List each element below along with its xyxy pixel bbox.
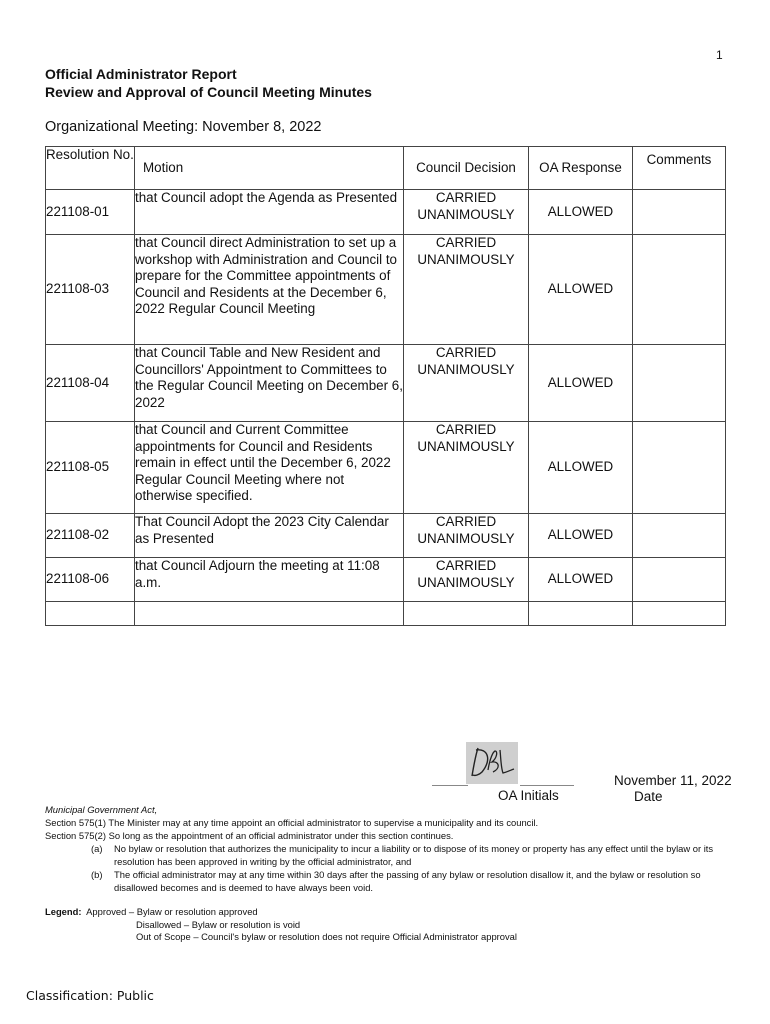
report-title: Official Administrator Report [45,66,237,82]
council-decision: CARRIED UNANIMOUSLY [404,190,529,235]
decision-header: Council Decision [404,147,529,190]
legend-label: Legend: [45,906,82,917]
resolution-number: 221108-02 [46,514,135,558]
legend-approved: Approved – Bylaw or resolution approved [86,906,258,917]
table-row [46,422,726,514]
motion-header: Motion [135,147,404,190]
clause-b-label: (b) [91,869,103,880]
clause-a-text: No bylaw or resolution that authorizes the municipality to incur a liability or to dispose of its money or property has any effect until the bylaw or its resolution has been approved in writing by the official administrator, and [114,843,714,867]
comments-cell [633,514,726,558]
council-decision: CARRIED UNANIMOUSLY [404,558,529,602]
comments-cell [633,190,726,235]
council-decision: CARRIED UNANIMOUSLY [404,514,529,558]
resolution-number: 221108-04 [46,345,135,422]
resolution-header: Resolution No. [46,147,135,190]
empty-cell [46,602,135,626]
council-decision: CARRIED UNANIMOUSLY [404,345,529,422]
comments-cell [633,422,726,514]
municipal-government-act-excerpt [45,803,725,894]
act-section-575-2: Section 575(2) So long as the appointment of an official administrator under this section continues. [45,830,454,841]
motion-text: that Council Table and New Resident and Councillors' Appointment to Committees to the Regular Council Meeting on December 6, 2022 [135,345,404,422]
motion-text: That Council Adopt the 2023 City Calendar as Presented [135,514,404,558]
oa-signature-image [466,742,518,784]
date-label: Date [634,789,663,804]
meeting-heading: Organizational Meeting: November 8, 2022 [45,119,322,135]
act-title: Municipal Government Act, [45,804,158,815]
act-clause-a [45,842,725,868]
report-subtitle: Review and Approval of Council Meeting Minutes [45,84,372,100]
oa-response: ALLOWED [529,558,633,602]
table-row [46,345,726,422]
legend-disallowed: Disallowed – Bylaw or resolution is void [136,918,301,930]
oa-initials-label: OA Initials [498,788,559,803]
table-row [46,514,726,558]
signature-line [432,785,468,786]
clause-a-label: (a) [91,843,103,854]
oa-response: ALLOWED [529,514,633,558]
table-row [46,190,726,235]
signature-date: November 11, 2022 [614,773,732,788]
resolution-number: 221108-05 [46,422,135,514]
oa-response: ALLOWED [529,345,633,422]
comments-cell [633,345,726,422]
comments-cell [633,558,726,602]
minutes-table [45,146,726,626]
motion-text: that Council direct Administration to set up a workshop with Administration and Council to prepare for the Committee appointments of Council and Residents at the December 6, 2022 Regular Council Meeting [135,235,404,345]
clause-b-text: The official administrator may at any time within 30 days after the passing of any bylaw or resolution disallow it, and the bylaw or resolution so disallowed becomes and is deemed to have always been void. [114,869,701,893]
legend-out-of-scope: Out of Scope – Council's bylaw or resolution does not require Official Administrator approval [136,931,517,942]
resolution-number: 221108-06 [46,558,135,602]
council-decision: CARRIED UNANIMOUSLY [404,422,529,514]
table-row [46,558,726,602]
resolution-number: 221108-03 [46,235,135,345]
empty-table-row [46,602,726,626]
classification-label: Classification: Public [26,988,154,1003]
motion-text: that Council Adjourn the meeting at 11:08 a.m. [135,558,404,602]
oa-response: ALLOWED [529,190,633,235]
motion-text: that Council and Current Committee appointments for Council and Residents remain in effect until the December 6, 2022 Regular Council Meeting where not otherwise specified. [135,422,404,514]
act-clause-b [45,868,725,894]
council-decision: CARRIED UNANIMOUSLY [404,235,529,345]
act-section-575-1: Section 575(1) The Minister may at any time appoint an official administrator to supervise a municipality and its council. [45,817,539,828]
resolution-number: 221108-01 [46,190,135,235]
response-header: OA Response [529,147,633,190]
oa-response: ALLOWED [529,235,633,345]
empty-cell [404,602,529,626]
legend [45,906,517,944]
signature-line [520,785,574,786]
motion-text: that Council adopt the Agenda as Presented [135,190,404,235]
comments-header: Comments [633,147,726,190]
table-header-row [46,147,726,190]
page-number: 1 [716,48,723,62]
empty-cell [633,602,726,626]
empty-cell [135,602,404,626]
oa-response: ALLOWED [529,422,633,514]
table-row [46,235,726,345]
comments-cell [633,235,726,345]
signature-scribble-icon [466,742,518,784]
empty-cell [529,602,633,626]
